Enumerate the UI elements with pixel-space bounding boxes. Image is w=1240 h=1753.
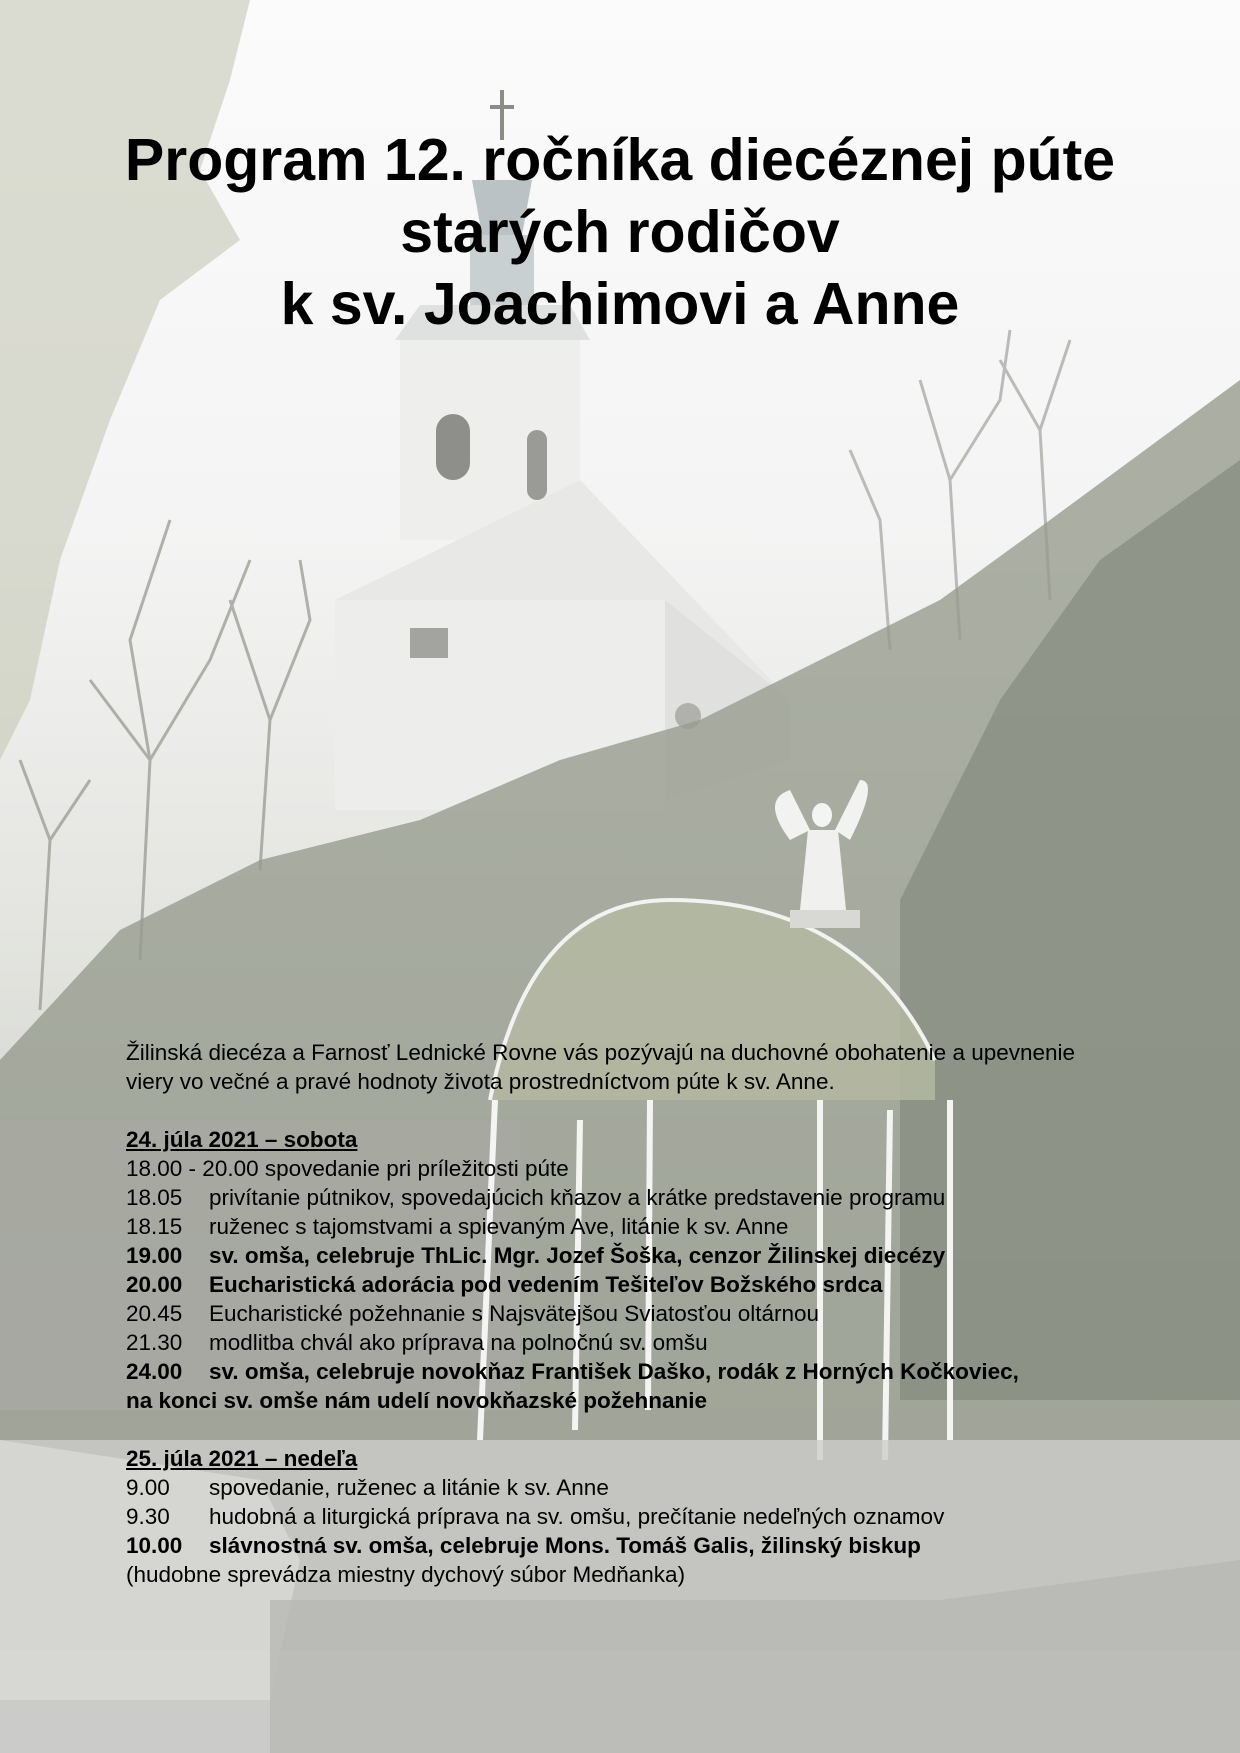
poster-title	[0, 124, 1240, 340]
schedule-time: 19.00	[126, 1243, 183, 1268]
schedule-continuation: na konci sv. omše nám udelí novokňazské požehnanie	[126, 1388, 708, 1413]
larch-tree-foliage	[0, 0, 250, 760]
schedule-text: ruženec s tajomstvami a spievaným Ave, litánie k sv. Anne	[209, 1214, 789, 1239]
schedule-text: sv. omša, celebruje ThLic. Mgr. Jozef Šoška, cenzor Žilinskej diecézy	[209, 1243, 946, 1268]
day1-first-item: 18.00 - 20.00 spovedanie pri príležitosti púte	[126, 1156, 569, 1181]
schedule-text: Eucharistické požehnanie s Najsvätejšou Sviatosťou oltárnou	[209, 1301, 820, 1326]
schedule-item	[126, 1502, 1206, 1531]
schedule-time: 24.00	[126, 1359, 183, 1384]
schedule-time: 20.00	[126, 1272, 183, 1297]
schedule-time: 10.00	[126, 1533, 183, 1558]
title-line-3: k sv. Joachimovi a Anne	[280, 271, 960, 337]
schedule-item	[126, 1328, 1206, 1357]
schedule-item	[126, 1473, 1206, 1502]
intro-line-1: Žilinská diecéza a Farnosť Lednické Rovne vás pozývajú na duchovné obohatenie a upevnenie	[126, 1040, 1076, 1065]
schedule-time: 21.30	[126, 1330, 183, 1355]
schedule-item	[126, 1299, 1206, 1328]
schedule-item	[126, 1212, 1206, 1241]
schedule-item	[126, 1531, 1206, 1560]
schedule-text: spovedanie, ruženec a litánie k sv. Anne	[209, 1475, 609, 1500]
schedule-item	[126, 1183, 1206, 1212]
schedule-text: slávnostná sv. omša, celebruje Mons. Tomáš Galis, žilinský biskup	[209, 1533, 921, 1558]
day1-heading: 24. júla 2021 – sobota	[126, 1127, 358, 1152]
schedule-item	[126, 1270, 1206, 1299]
schedule-text: sv. omša, celebruje novokňaz František Daško, rodák z Horných Kočkoviec,	[209, 1359, 1019, 1384]
day2-heading: 25. júla 2021 – nedeľa	[126, 1446, 358, 1471]
title-line-1: Program 12. ročníka diecéznej púte	[124, 127, 1116, 193]
schedule-text: privítanie pútnikov, spovedajúcich kňazov a krátke predstavenie programu	[209, 1185, 946, 1210]
schedule-time: 20.45	[126, 1301, 183, 1326]
schedule-time: 9.30	[126, 1504, 170, 1529]
schedule-text: Eucharistická adorácia pod vedením Tešiteľov Božského srdca	[209, 1272, 883, 1297]
schedule-note: (hudobne sprevádza miestny dychový súbor Medňanka)	[126, 1562, 686, 1587]
schedule-time: 18.15	[126, 1214, 183, 1239]
program-content	[126, 1038, 1206, 1589]
title-line-2: starých rodičov	[400, 199, 840, 265]
schedule-item	[126, 1357, 1206, 1386]
spacer	[126, 1415, 1206, 1444]
spacer	[126, 1096, 1206, 1125]
schedule-item	[126, 1241, 1206, 1270]
schedule-time: 9.00	[126, 1475, 170, 1500]
schedule-time: 18.05	[126, 1185, 183, 1210]
intro-line-2: viery vo večné a pravé hodnoty života prostredníctvom púte k sv. Anne.	[126, 1069, 835, 1094]
schedule-text: modlitba chvál ako príprava na polnočnú sv. omšu	[209, 1330, 708, 1355]
schedule-text: hudobná a liturgická príprava na sv. omšu, prečítanie nedeľných oznamov	[209, 1504, 945, 1529]
